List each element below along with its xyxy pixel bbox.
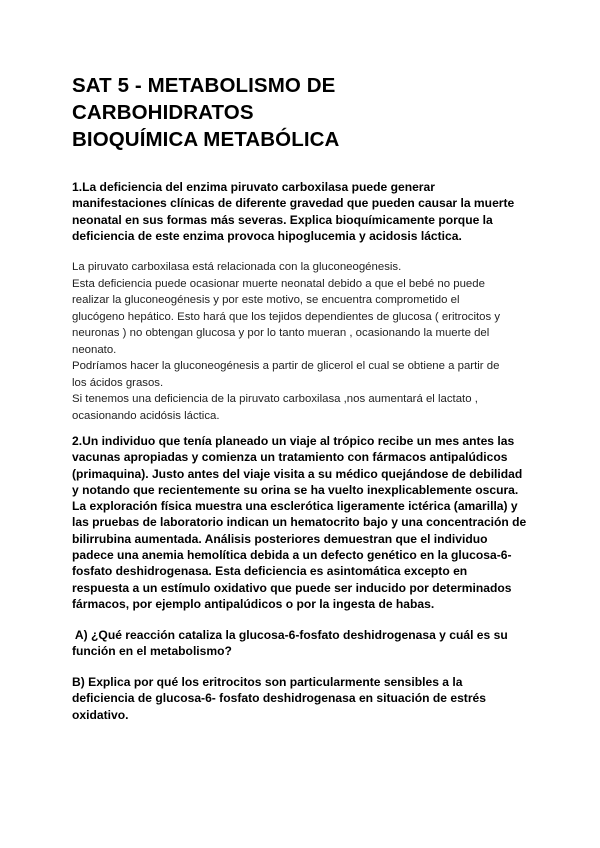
- question-line: bilirrubina aumentada. Análisis posteriores demuestran que el individuo: [72, 531, 488, 546]
- question-line: La exploración física muestra una esclerótica ligeramente ictérica (amarilla) y: [72, 499, 518, 514]
- question-line: deficiencia de este enzima provoca hipoglucemia y acidosis láctica.: [72, 228, 462, 243]
- answer-line: glucógeno hepático. Esto hará que los tejidos dependientes de glucosa ( eritrocitos y: [72, 310, 501, 323]
- question-line: respuesta a un estímulo oxidativo que puede ser inducido por determinados: [72, 580, 512, 595]
- answer-line: realizar la gluconeogénesis y por este motivo, se encuentra comprometido el: [72, 294, 460, 306]
- question-line: función en el metabolismo?: [72, 644, 232, 659]
- question-line: y notando que recientemente su orina se ha vuelto inexplicablemente oscura.: [72, 482, 519, 497]
- answer-line: neuronas ) no obtengan glucosa y por lo tanto mueran , ocasionando la muerte del: [72, 327, 490, 339]
- question-line: (primaquina). Justo antes del viaje visita a su médico quejándose de debilidad: [72, 466, 523, 481]
- title-line: BIOQUÍMICA METABÓLICA: [72, 128, 340, 151]
- question-line: 2.Un individuo que tenía planeado un viaje al trópico recibe un mes antes las: [72, 434, 515, 448]
- question-1: [72, 179, 538, 244]
- answer-line: neonato.: [72, 343, 117, 356]
- title-line: CARBOHIDRATOS: [72, 101, 254, 124]
- question-line: manifestaciones clínicas de diferente gravedad que pueden causar la muerte: [72, 196, 515, 211]
- answer-line: los ácidos grasos.: [72, 376, 164, 389]
- answer-line: Si tenemos una deficiencia de la piruvato carboxilasa ,nos aumentará el lactato ,: [72, 393, 478, 405]
- answer-line: Podríamos hacer la gluconeogénesis a partir de glicerol el cual se obtiene a partir de: [72, 360, 500, 372]
- question-line: A) ¿Qué reacción cataliza la glucosa-6-fosfato deshidrogenasa y cuál es su: [72, 628, 508, 642]
- question-line: oxidativo.: [72, 707, 129, 722]
- question-2a: [72, 627, 538, 660]
- question-line: neonatal en sus formas más severas. Explica bioquímicamente porque la: [72, 212, 493, 227]
- answer-line: La piruvato carboxilasa está relacionada con la gluconeogénesis.: [72, 261, 402, 273]
- question-line: B) Explica por qué los eritrocitos son particularmente sensibles a la: [72, 675, 463, 689]
- question-line: padece una anemia hemolítica debida a un defecto genético en la glucosa-6-: [72, 548, 512, 563]
- question-line: las pruebas de laboratorio indican un hematocrito bajo y una concentración de: [72, 515, 527, 530]
- question-2b: [72, 674, 538, 723]
- question-line: fármacos, por ejemplo antipalúdicos o por la ingesta de habas.: [72, 596, 435, 611]
- question-line: deficiencia de glucosa-6- fosfato deshidrogenasa en situación de estrés: [72, 691, 486, 706]
- title-line: SAT 5 - METABOLISMO DE: [72, 74, 336, 97]
- answer-1: [72, 259, 538, 424]
- question-line: fosfato deshidrogenasa. Esta deficiencia es asintomática excepto en: [72, 564, 468, 579]
- answer-line: ocasionando acidósis láctica.: [72, 409, 220, 422]
- document-title: [72, 72, 538, 153]
- question-line: vacunas apropiadas y comienza un tratamiento con fármacos antipalúdicos: [72, 450, 508, 465]
- answer-line: Esta deficiencia puede ocasionar muerte neonatal debido a que el bebé no puede: [72, 277, 485, 290]
- question-line: 1.La deficiencia del enzima piruvato carboxilasa puede generar: [72, 180, 435, 194]
- question-2: [72, 433, 538, 612]
